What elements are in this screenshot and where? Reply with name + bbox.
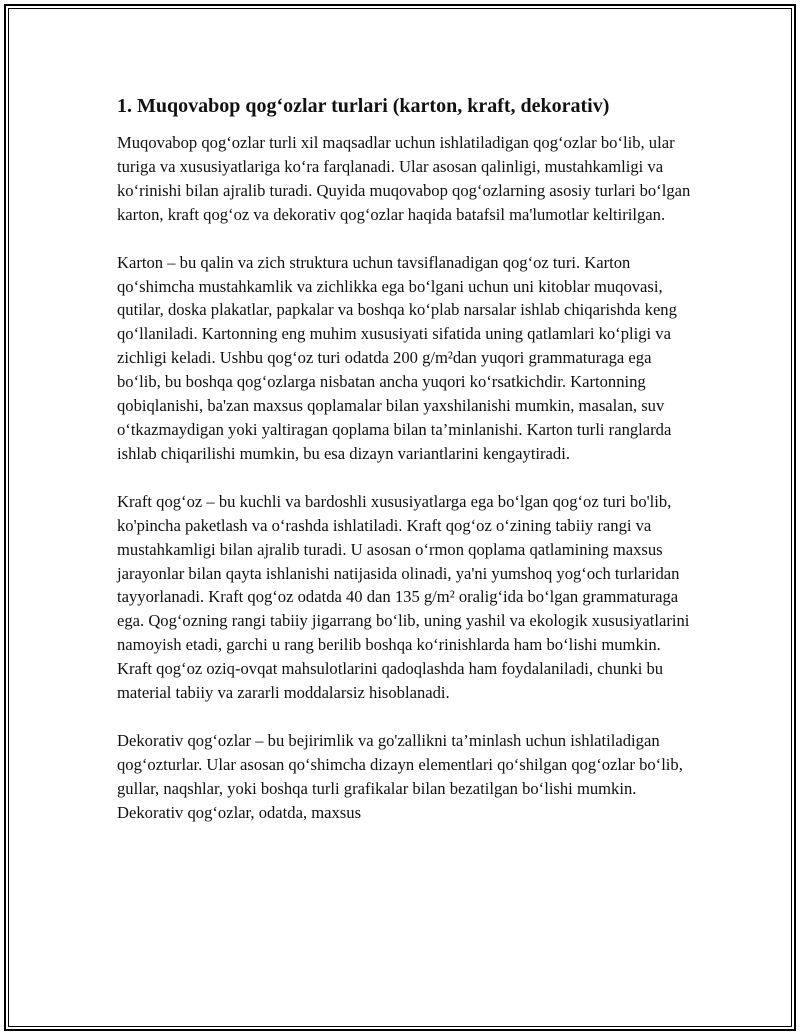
paragraph-intro: Muqovabop qog‘ozlar turli xil maqsadlar uchun ishlatiladigan qog‘ozlar bo‘lib, ular turiga va xususiyatlariga ko‘ra farqlanadi. Ular asosan qalinligi, mustahkamligi va ko‘rinishi bilan ajralib turadi. Quyida muqovabop qog‘ozlarning asosiy turlari bo‘lgan karton, kraft qog‘oz va dekorativ qog‘ozlar haqida batafsil ma'lumotlar keltirilgan. <box>117 133 691 224</box>
section-title: 1. Muqovabop qog‘ozlar turlari (karton, kraft, dekorativ) <box>117 95 610 117</box>
paragraph-karton: Karton – bu qalin va zich struktura uchun tavsiflanadigan qog‘oz turi. Karton qo‘shimcha mustahkamlik va zichlikka ega bo‘lgani uchun uni kitoblar muqovasi, qutilar, doska plakatlar, papkalar va boshqa ko‘plab narsalar ishlab chiqarishda keng qo‘llaniladi. Kartonning eng muhim xususiyati sifatida uning qatlamlari ko‘pligi va zichligi keladi. Ushbu qog‘oz turi odatda 200 g/m²dan yuqori grammaturaga ega bo‘lib, bu boshqa qog‘ozlarga nisbatan ancha yuqori ko‘rsatkichdir. Kartonning qobiqlanishi, ba'zan maxsus qoplamalar bilan yaxshilanishi mumkin, masalan, suv o‘tkazmaydigan yoki yaltiragan qoplama bilan ta’minlanishi. Karton turli ranglarda ishlab chiqarilishi mumkin, bu esa dizayn variantlarini kengaytiradi. <box>117 252 677 463</box>
document-body <box>117 93 692 849</box>
paragraph-kraft: Kraft qog‘oz – bu kuchli va bardoshli xususiyatlarga ega bo‘lgan qog‘oz turi bo'lib, ko'pincha paketlash va o‘rashda ishlatiladi. Kraft qog‘oz o‘zining tabiiy rangi va mustahkamligi bilan ajralib turadi. U asosan o‘rmon qoplama qatlamining maxsus jarayonlar bilan qayta ishlanishi natijasida olinadi, ya'ni yumshoq yog‘och turlaridan tayyorlanadi. Kraft qog‘oz odatda 40 dan 135 g/m² oralig‘ida bo‘lgan grammaturaga ega. Qog‘ozning rangi tabiiy jigarrang bo‘lib, uning yashil va ekologik xususiyatlarini namoyish etadi, garchi u rang berilib boshqa ko‘rinishlarda ham bo‘lishi mumkin. Kraft qog‘oz oziq-ovqat mahsulotlarini qadoqlashda ham foydalaniladi, chunki bu material tabiiy va zararli moddalarsiz hisoblanadi. <box>117 491 690 703</box>
paragraph-dekorativ: Dekorativ qog‘ozlar – bu bejirimlik va go'zallikni ta’minlash uchun ishlatiladigan qog‘ozturlar. Ular asosan qo‘shimcha dizayn elementlari qo‘shilgan qog‘ozlar bo‘lib, gullar, naqshlar, yoki boshqa turli grafikalar bilan bezatilgan bo‘lishi mumkin. Dekorativ qog‘ozlar, odatda, maxsus <box>117 730 683 822</box>
